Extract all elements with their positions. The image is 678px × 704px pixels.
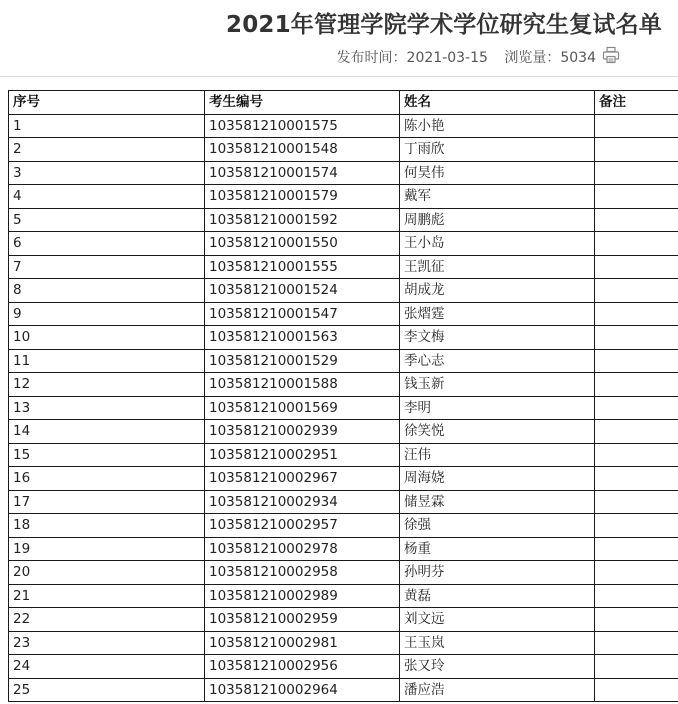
- cell-index: 11: [9, 349, 205, 373]
- cell-candidate-id: 103581210001579: [205, 185, 400, 209]
- cell-remarks: [595, 208, 678, 232]
- cell-name: 丁雨欣: [400, 138, 595, 162]
- cell-index: 25: [9, 678, 205, 702]
- cell-name: 李文梅: [400, 326, 595, 350]
- table-row: [9, 631, 678, 655]
- cell-index: 15: [9, 443, 205, 467]
- cell-remarks: [595, 537, 678, 561]
- table-row: [9, 537, 678, 561]
- cell-name: 刘文远: [400, 608, 595, 632]
- table-row: [9, 302, 678, 326]
- cell-candidate-id: 103581210001588: [205, 373, 400, 397]
- cell-candidate-id: 103581210002978: [205, 537, 400, 561]
- cell-remarks: [595, 514, 678, 538]
- cell-index: 6: [9, 232, 205, 256]
- cell-index: 24: [9, 655, 205, 679]
- cell-candidate-id: 103581210002967: [205, 467, 400, 491]
- publish-date: 2021-03-15: [406, 50, 488, 66]
- cell-index: 17: [9, 490, 205, 514]
- cell-name: 王玉岚: [400, 631, 595, 655]
- cell-remarks: [595, 349, 678, 373]
- cell-remarks: [595, 396, 678, 420]
- cell-name: 张熠霆: [400, 302, 595, 326]
- cell-index: 13: [9, 396, 205, 420]
- table-row: [9, 279, 678, 303]
- cell-candidate-id: 103581210002959: [205, 608, 400, 632]
- cell-name: 王凯征: [400, 255, 595, 279]
- cell-index: 7: [9, 255, 205, 279]
- table-row: [9, 584, 678, 608]
- cell-index: 5: [9, 208, 205, 232]
- cell-index: 3: [9, 161, 205, 185]
- cell-name: 潘应浩: [400, 678, 595, 702]
- cell-remarks: [595, 490, 678, 514]
- cell-name: 黄磊: [400, 584, 595, 608]
- cell-remarks: [595, 232, 678, 256]
- cell-candidate-id: 103581210001529: [205, 349, 400, 373]
- cell-index: 20: [9, 561, 205, 585]
- cell-candidate-id: 103581210002989: [205, 584, 400, 608]
- cell-candidate-id: 103581210002964: [205, 678, 400, 702]
- cell-candidate-id: 103581210001524: [205, 279, 400, 303]
- table-header-row: [9, 91, 678, 115]
- cell-remarks: [595, 420, 678, 444]
- cell-name: 徐强: [400, 514, 595, 538]
- cell-candidate-id: 103581210001547: [205, 302, 400, 326]
- cell-index: 14: [9, 420, 205, 444]
- cell-index: 21: [9, 584, 205, 608]
- header-candidate-id: 考生编号: [205, 91, 400, 115]
- cell-remarks: [595, 631, 678, 655]
- cell-remarks: [595, 373, 678, 397]
- cell-remarks: [595, 302, 678, 326]
- table-row: [9, 490, 678, 514]
- cell-index: 8: [9, 279, 205, 303]
- table-row: [9, 232, 678, 256]
- table-row: [9, 678, 678, 702]
- cell-index: 19: [9, 537, 205, 561]
- page-title: 2021年管理学院学术学位研究生复试名单: [225, 12, 662, 38]
- cell-name: 汪伟: [400, 443, 595, 467]
- cell-remarks: [595, 161, 678, 185]
- cell-name: 钱玉新: [400, 373, 595, 397]
- table-row: [9, 467, 678, 491]
- cell-name: 储昱霖: [400, 490, 595, 514]
- cell-candidate-id: 103581210001563: [205, 326, 400, 350]
- table-row: [9, 114, 678, 138]
- cell-remarks: [595, 114, 678, 138]
- cell-candidate-id: 103581210001592: [205, 208, 400, 232]
- table-row: [9, 443, 678, 467]
- cell-candidate-id: 103581210002958: [205, 561, 400, 585]
- article-meta: [333, 47, 596, 67]
- cell-name: 陈小艳: [400, 114, 595, 138]
- table-row: [9, 138, 678, 162]
- cell-remarks: [595, 678, 678, 702]
- cell-name: 何昊伟: [400, 161, 595, 185]
- cell-candidate-id: 103581210002939: [205, 420, 400, 444]
- cell-remarks: [595, 185, 678, 209]
- cell-index: 18: [9, 514, 205, 538]
- printer-icon[interactable]: [602, 46, 620, 64]
- cell-remarks: [595, 467, 678, 491]
- cell-remarks: [595, 561, 678, 585]
- table-row: [9, 655, 678, 679]
- cell-candidate-id: 103581210001569: [205, 396, 400, 420]
- cell-remarks: [595, 443, 678, 467]
- publish-label: 发布时间：: [336, 50, 407, 66]
- table-row: [9, 185, 678, 209]
- header-index: 序号: [9, 91, 205, 115]
- table-body: [9, 114, 678, 702]
- cell-remarks: [595, 326, 678, 350]
- cell-index: 23: [9, 631, 205, 655]
- cell-name: 孙明芬: [400, 561, 595, 585]
- table-row: [9, 208, 678, 232]
- cell-name: 徐笑悦: [400, 420, 595, 444]
- cell-candidate-id: 103581210001574: [205, 161, 400, 185]
- cell-name: 周鹏彪: [400, 208, 595, 232]
- header-divider: [0, 76, 678, 77]
- cell-candidate-id: 103581210001550: [205, 232, 400, 256]
- cell-index: 4: [9, 185, 205, 209]
- table-row: [9, 255, 678, 279]
- cell-name: 胡成龙: [400, 279, 595, 303]
- cell-index: 22: [9, 608, 205, 632]
- cell-candidate-id: 103581210001575: [205, 114, 400, 138]
- cell-index: 9: [9, 302, 205, 326]
- cell-index: 1: [9, 114, 205, 138]
- cell-name: 戴军: [400, 185, 595, 209]
- views-label: 浏览量：: [504, 50, 561, 66]
- cell-remarks: [595, 279, 678, 303]
- cell-remarks: [595, 608, 678, 632]
- cell-name: 王小岛: [400, 232, 595, 256]
- cell-name: 杨重: [400, 537, 595, 561]
- cell-remarks: [595, 255, 678, 279]
- cell-remarks: [595, 584, 678, 608]
- table-row: [9, 561, 678, 585]
- candidate-table: [8, 90, 678, 702]
- cell-name: 张又玲: [400, 655, 595, 679]
- table-row: [9, 420, 678, 444]
- cell-name: 周海娆: [400, 467, 595, 491]
- table-row: [9, 396, 678, 420]
- cell-candidate-id: 103581210001555: [205, 255, 400, 279]
- cell-index: 2: [9, 138, 205, 162]
- table-row: [9, 373, 678, 397]
- table-row: [9, 161, 678, 185]
- cell-remarks: [595, 138, 678, 162]
- cell-name: 李明: [400, 396, 595, 420]
- table-row: [9, 514, 678, 538]
- cell-candidate-id: 103581210002951: [205, 443, 400, 467]
- table-row: [9, 608, 678, 632]
- cell-index: 16: [9, 467, 205, 491]
- cell-candidate-id: 103581210002957: [205, 514, 400, 538]
- header-name: 姓名: [400, 91, 595, 115]
- cell-candidate-id: 103581210001548: [205, 138, 400, 162]
- cell-index: 12: [9, 373, 205, 397]
- cell-index: 10: [9, 326, 205, 350]
- cell-candidate-id: 103581210002981: [205, 631, 400, 655]
- views-count: 5034: [560, 50, 596, 66]
- cell-name: 季心志: [400, 349, 595, 373]
- header-remarks: 备注: [595, 91, 678, 115]
- table-row: [9, 349, 678, 373]
- cell-candidate-id: 103581210002956: [205, 655, 400, 679]
- table-row: [9, 326, 678, 350]
- cell-candidate-id: 103581210002934: [205, 490, 400, 514]
- cell-remarks: [595, 655, 678, 679]
